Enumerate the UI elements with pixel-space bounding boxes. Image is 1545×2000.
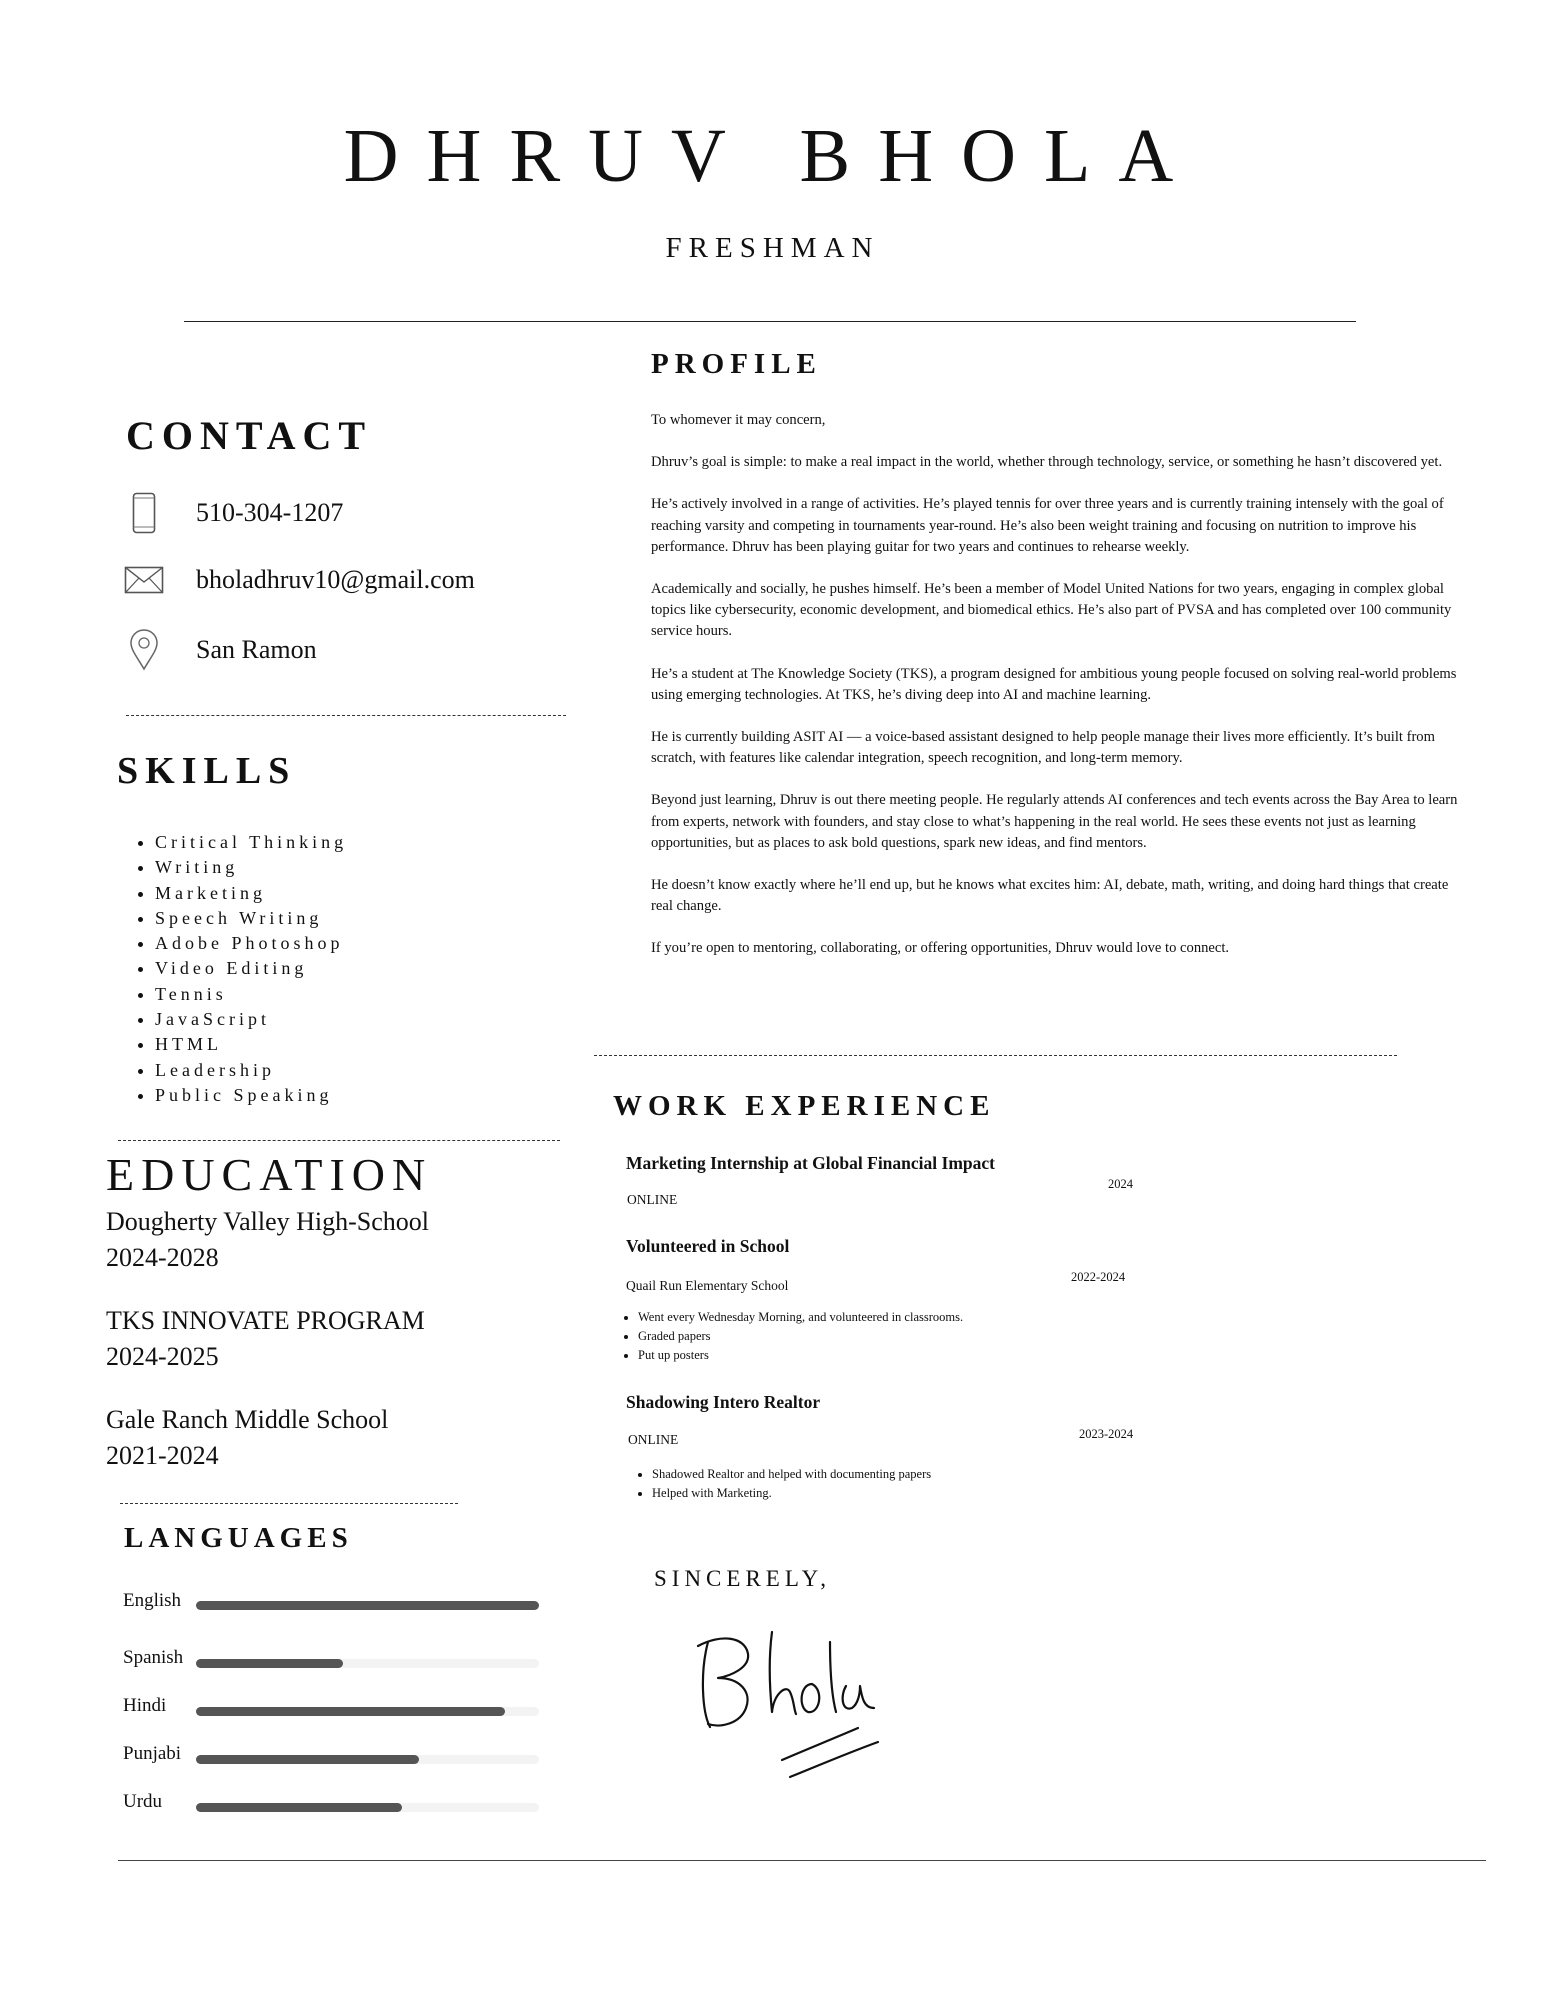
language-row	[123, 1695, 543, 1725]
profile-paragraph: He is currently building ASIT AI — a voice-based assistant designed to help people manage their lives more efficiently. It’s built from scratch, with features like calendar integration, speech recognition, and long-term memory.	[651, 729, 1435, 767]
languages-heading: LANGUAGES	[124, 1522, 353, 1554]
education-heading: EDUCATION	[106, 1149, 433, 1200]
language-row	[123, 1743, 543, 1773]
profile-paragraph: Dhruv’s goal is simple: to make a real impact in the world, whether through technology, service, or something he hasn’t discovered yet.	[651, 454, 1443, 471]
language-name: Spanish	[123, 1647, 184, 1668]
education-years: 2021-2024	[106, 1441, 219, 1470]
skill-item: • Public Speaking	[155, 1083, 347, 1108]
education-entry	[106, 1402, 388, 1474]
job-title: Marketing Internship at Global Financial Impact	[626, 1153, 995, 1173]
job-bullet: • Helped with Marketing.	[652, 1484, 931, 1503]
email-icon	[124, 558, 164, 602]
profile-paragraph: He’s actively involved in a range of activities. He’s played tennis for over three years and is currently training intensely with the goal of reaching varsity and competing in tournaments year-round. He’s also been weight training and focusing on nutrition to improve his performance. Dhruv has been playing guitar for two years and continues to rehearse weekly.	[651, 496, 1444, 555]
profile-paragraph: He’s a student at The Knowledge Society (TKS), a program designed for ambitious young people focused on solving real-world problems using emerging technologies. At TKS, he’s diving deep into AI and machine learning.	[651, 665, 1457, 703]
language-level-track	[196, 1707, 539, 1716]
job-bullet: • Shadowed Realtor and helped with documenting papers	[652, 1465, 931, 1484]
skill-item: • Video Editing	[155, 956, 347, 981]
language-level-fill	[196, 1707, 505, 1716]
job-organization: ONLINE	[627, 1192, 678, 1207]
job-date: 2022-2024	[1071, 1270, 1126, 1284]
language-row	[123, 1590, 543, 1620]
skill-item: • JavaScript	[155, 1007, 347, 1032]
education-years: 2024-2025	[106, 1342, 219, 1371]
job-date: 2024	[1108, 1177, 1133, 1191]
phone-icon	[124, 491, 164, 535]
job-bullets	[640, 1465, 931, 1503]
contact-phone	[124, 491, 343, 535]
closing-sincerely: SINCERELY,	[654, 1566, 831, 1591]
language-name: Hindi	[123, 1695, 167, 1716]
contact-email	[124, 558, 475, 602]
phone-number: 510-304-1207	[196, 498, 344, 527]
location-text: San Ramon	[196, 635, 317, 664]
job-bullet: • Graded papers	[638, 1327, 963, 1346]
profile-paragraph: Beyond just learning, Dhruv is out there meeting people. He regularly attends AI conferences and tech events across the Bay Area to learn from experts, network with founders, and stay close to what’s happening in the real world. He sees these events not just as learning opportunities, but as places to ask bold questions, spark new ideas, and find mentors.	[651, 792, 1458, 851]
job-bullet: • Put up posters	[638, 1346, 963, 1365]
job-organization: Quail Run Elementary School	[626, 1278, 789, 1293]
language-row	[123, 1791, 543, 1821]
skills-heading: SKILLS	[117, 750, 297, 792]
education-entry	[106, 1303, 425, 1375]
education-years: 2024-2028	[106, 1243, 219, 1272]
profile-paragraph: To whomever it may concern,	[651, 412, 826, 428]
skill-item: • Critical Thinking	[155, 830, 347, 855]
resume-name: DHRUV BHOLA	[343, 114, 1202, 198]
language-name: Punjabi	[123, 1743, 182, 1764]
profile-heading: PROFILE	[651, 348, 822, 380]
location-pin-icon	[124, 628, 164, 672]
job-bullet: • Went every Wednesday Morning, and volunteered in classrooms.	[638, 1308, 963, 1327]
contact-heading: CONTACT	[126, 413, 373, 458]
signature	[690, 1612, 890, 1787]
job-organization: ONLINE	[628, 1432, 679, 1447]
language-level-track	[196, 1755, 539, 1764]
language-level-fill	[196, 1755, 419, 1764]
skill-item: • HTML	[155, 1032, 347, 1057]
resume-subtitle: FRESHMAN	[665, 232, 880, 264]
skill-item: • Adobe Photoshop	[155, 931, 347, 956]
skill-item: • Writing	[155, 855, 347, 880]
job-title: Volunteered in School	[626, 1236, 790, 1256]
skills-divider	[118, 1140, 560, 1141]
skill-item: • Tennis	[155, 982, 347, 1007]
header-divider	[184, 321, 1356, 322]
language-level-track	[196, 1659, 539, 1668]
skill-item: • Speech Writing	[155, 906, 347, 931]
contact-divider	[126, 715, 566, 716]
skill-item: • Leadership	[155, 1058, 347, 1083]
job-title: Shadowing Intero Realtor	[626, 1392, 821, 1412]
profile-divider	[594, 1055, 1397, 1056]
language-level-track	[196, 1803, 539, 1812]
education-school: Gale Ranch Middle School	[106, 1405, 389, 1434]
language-level-fill	[196, 1803, 402, 1812]
skills-list	[130, 830, 347, 1108]
language-row	[123, 1647, 543, 1677]
language-level-fill	[196, 1659, 343, 1668]
language-name: Urdu	[123, 1791, 163, 1812]
education-entry	[106, 1204, 429, 1276]
contact-location	[124, 628, 317, 672]
language-name: English	[123, 1590, 182, 1611]
profile-paragraph: Academically and socially, he pushes himself. He’s been a member of Model United Nations for two years, engaging in complex global topics like cybersecurity, economic development, and biomedical ethics. He’s also part of PVSA and has completed over 100 community service hours.	[651, 581, 1452, 640]
job-date: 2023-2024	[1079, 1427, 1134, 1441]
language-level-fill	[196, 1601, 539, 1610]
education-school: TKS INNOVATE PROGRAM	[106, 1306, 425, 1335]
profile-body	[651, 410, 1463, 981]
education-divider	[120, 1503, 458, 1504]
profile-paragraph: He doesn’t know exactly where he’ll end up, but he knows what excites him: AI, debate, math, writing, and doing hard things that create real change.	[651, 877, 1449, 915]
education-school: Dougherty Valley High-School	[106, 1207, 430, 1236]
job-bullets	[626, 1308, 963, 1365]
footer-divider	[118, 1860, 1486, 1861]
language-level-track	[196, 1601, 539, 1610]
skill-item: • Marketing	[155, 881, 347, 906]
work-experience-heading: WORK EXPERIENCE	[613, 1090, 996, 1122]
email-address: bholadhruv10@gmail.com	[196, 565, 475, 594]
profile-paragraph: If you’re open to mentoring, collaborating, or offering opportunities, Dhruv would love to connect.	[651, 940, 1230, 957]
